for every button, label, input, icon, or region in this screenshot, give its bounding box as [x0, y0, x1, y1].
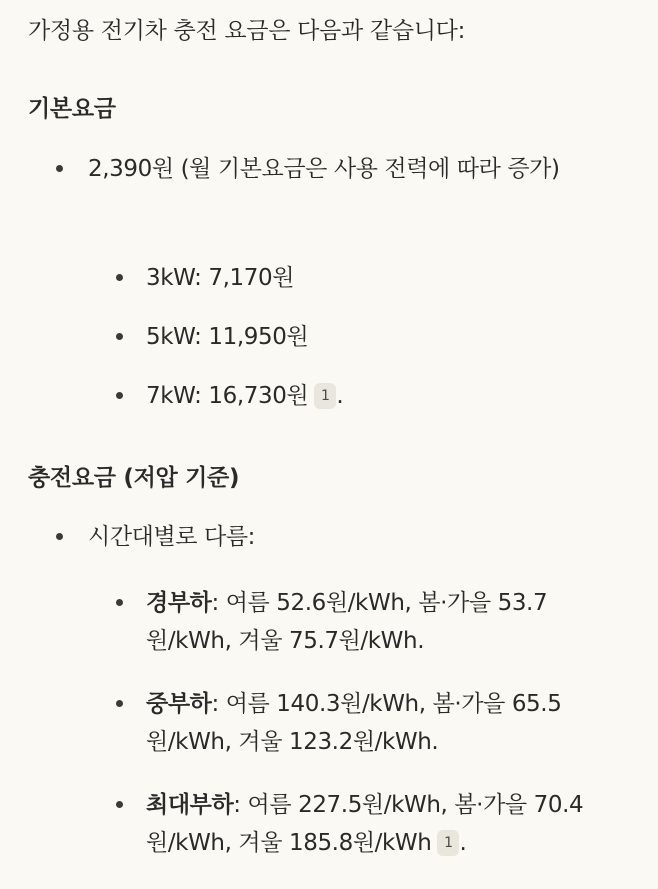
list-item [88, 150, 618, 188]
bullet-icon [116, 801, 123, 808]
list-item [88, 518, 618, 556]
bullet-icon [116, 333, 123, 340]
sub-list-item [146, 685, 586, 761]
rate-term: 경부하 [146, 590, 212, 616]
section-heading-charging-fee: 충전요금 (저압 기준) [28, 465, 240, 491]
rate-text: : 여름 52.6원/kWh, 봄·가을 53.7원/kWh, 겨울 75.7원/kWh. [146, 590, 548, 654]
citation-badge[interactable]: 1 [437, 830, 459, 856]
sub-list-item [146, 377, 626, 415]
rate-text: : 여름 227.5원/kWh, 봄·가을 70.4원/kWh, 겨울 185.8원/kWh [146, 792, 584, 856]
bullet-icon [116, 274, 123, 281]
citation-badge[interactable]: 1 [314, 383, 336, 409]
sub-list-item [146, 259, 626, 297]
trailing-period: . [459, 830, 467, 856]
sub-list-item [146, 786, 608, 862]
sub-list-item-text: 7kW: 16,730원 [146, 383, 309, 409]
sub-list-item [146, 318, 626, 356]
rate-text: : 여름 140.3원/kWh, 봄·가을 65.5원/kWh, 겨울 123.2원/kWh. [146, 691, 562, 755]
bullet-icon [116, 392, 123, 399]
sub-list-item-text: 3kW: 7,170원 [146, 265, 295, 291]
rate-term: 최대부하 [146, 792, 234, 818]
intro-text: 가정용 전기차 충전 요금은 다음과 같습니다: [28, 18, 466, 44]
section-heading-basic-fee: 기본요금 [28, 96, 116, 122]
trailing-period: . [336, 383, 344, 409]
sub-list-item-text: 5kW: 11,950원 [146, 324, 309, 350]
bullet-icon [56, 165, 63, 172]
bullet-icon [116, 599, 123, 606]
sub-list-item [146, 584, 621, 660]
bullet-icon [56, 533, 63, 540]
list-item-text: 2,390원 (월 기본요금은 사용 전력에 따라 증가) [88, 156, 560, 182]
rate-term: 중부하 [146, 691, 212, 717]
bullet-icon [116, 700, 123, 707]
list-item-text: 시간대별로 다름: [88, 524, 255, 550]
